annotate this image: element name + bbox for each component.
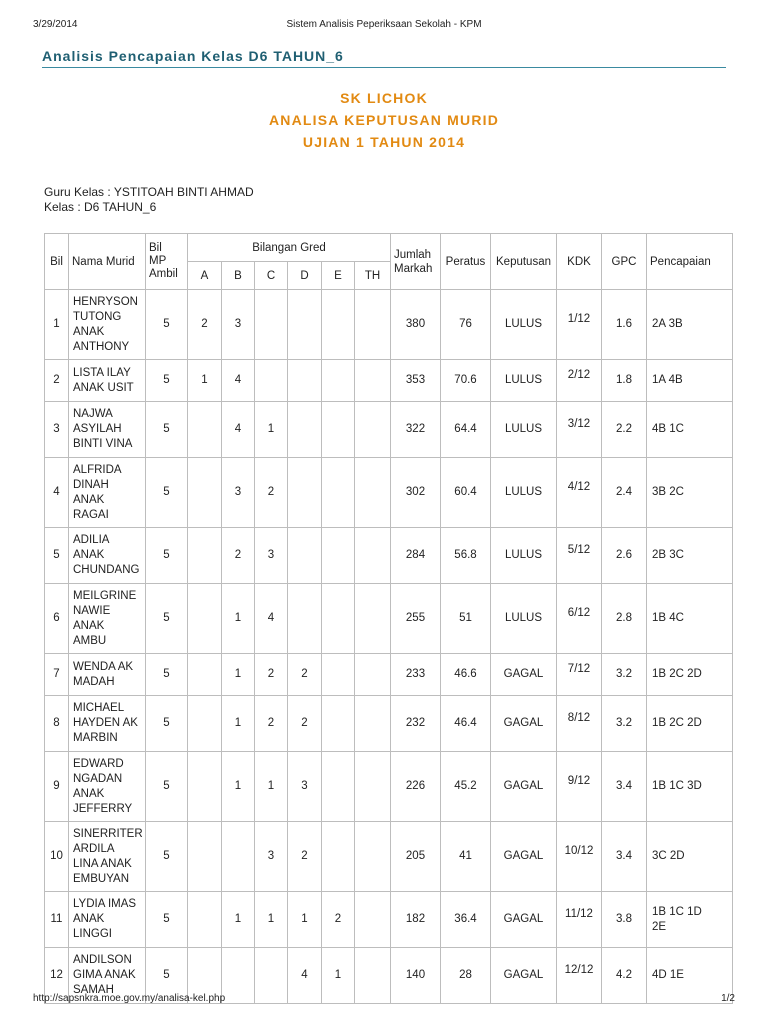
row-nama-murid: [69, 696, 146, 752]
pencapaian-line: 1A 4B: [652, 374, 683, 386]
row-grade-a: 1: [188, 360, 222, 402]
student-name-line: LISTA ILAY: [73, 366, 131, 379]
row-nama-murid: [69, 752, 146, 822]
table-row: [45, 402, 733, 458]
row-peratus: 28: [441, 948, 491, 1004]
header-grade-th: TH: [355, 262, 391, 290]
row-grade-d: [288, 584, 322, 654]
exam-title: UJIAN 1 TAHUN 2014: [302, 134, 466, 150]
row-keputusan: GAGAL: [491, 948, 557, 1004]
row-gpc: 2.2: [602, 402, 647, 458]
row-kdk: [557, 528, 602, 584]
class-teacher: Guru Kelas : YSTITOAH BINTI AHMAD: [44, 185, 254, 199]
row-grade-e: 2: [322, 892, 355, 948]
row-nama-murid: [69, 290, 146, 360]
row-grade-d: [288, 402, 322, 458]
row-grade-e: [322, 360, 355, 402]
header-bil-mp-ambil: [146, 234, 188, 290]
row-grade-d: 2: [288, 822, 322, 892]
header-bil: Bil: [45, 234, 69, 290]
student-name-line: SAMAH: [73, 984, 114, 996]
row-kdk: [557, 402, 602, 458]
row-keputusan: LULUS: [491, 458, 557, 528]
kdk-value: 7/12: [567, 663, 591, 675]
row-gpc: 3.2: [602, 696, 647, 752]
row-grade-e: [322, 528, 355, 584]
row-gpc: 3.4: [602, 822, 647, 892]
row-peratus: 51: [441, 584, 491, 654]
header-mp-line: MP: [149, 255, 167, 267]
row-kdk: [557, 360, 602, 402]
row-jumlah-markah: 302: [391, 458, 441, 528]
pencapaian-line: 3B 2C: [652, 486, 684, 498]
row-kdk: [557, 696, 602, 752]
student-name-line: RAGAI: [73, 508, 109, 521]
row-grade-b: 4: [222, 360, 255, 402]
row-grade-a: [188, 584, 222, 654]
row-bil: 11: [45, 892, 69, 948]
table-row: [45, 584, 733, 654]
header-peratus: Peratus: [441, 234, 491, 290]
student-name-line: NAWIE: [73, 604, 111, 617]
pencapaian-line: 2A 3B: [652, 318, 683, 330]
row-mp-ambil: 5: [146, 528, 188, 584]
header-pencapaian: Pencapaian: [647, 234, 733, 290]
class-name: Kelas : D6 TAHUN_6: [44, 200, 157, 214]
row-bil: 2: [45, 360, 69, 402]
header-grade-b: B: [222, 262, 255, 290]
row-jumlah-markah: 322: [391, 402, 441, 458]
row-grade-a: [188, 752, 222, 822]
student-name-line: ALFRIDA: [73, 463, 122, 476]
row-nama-murid: [69, 458, 146, 528]
row-grade-th: [355, 696, 391, 752]
row-grade-a: [188, 696, 222, 752]
row-kdk: [557, 752, 602, 822]
row-peratus: 41: [441, 822, 491, 892]
row-bil: 7: [45, 654, 69, 696]
row-grade-c: [255, 948, 288, 1004]
row-bil: 12: [45, 948, 69, 1004]
pencapaian-line: 4B 1C: [652, 423, 684, 435]
print-page-number: 1/2: [721, 993, 735, 1004]
student-name-line: ANAK: [73, 913, 105, 925]
row-grade-th: [355, 360, 391, 402]
row-grade-c: 4: [255, 584, 288, 654]
row-grade-b: 1: [222, 752, 255, 822]
table-row: [45, 752, 733, 822]
row-grade-th: [355, 458, 391, 528]
row-kdk: [557, 892, 602, 948]
student-name-line: AMBU: [73, 634, 107, 647]
table-row: [45, 892, 733, 948]
row-pencapaian: [647, 290, 733, 360]
kdk-value: 12/12: [564, 964, 594, 976]
row-grade-b: 3: [222, 290, 255, 360]
student-name-line: BINTI VINA: [73, 438, 133, 450]
table-row: [45, 290, 733, 360]
row-grade-d: 2: [288, 696, 322, 752]
kdk-value: 3/12: [567, 418, 591, 430]
row-mp-ambil: 5: [146, 948, 188, 1004]
header-gpc: GPC: [602, 234, 647, 290]
row-grade-d: 3: [288, 752, 322, 822]
row-gpc: 3.2: [602, 654, 647, 696]
row-grade-th: [355, 584, 391, 654]
row-pencapaian: [647, 402, 733, 458]
student-name-line: MADAH: [73, 675, 115, 688]
table-row: [45, 528, 733, 584]
row-grade-th: [355, 402, 391, 458]
row-mp-ambil: 5: [146, 402, 188, 458]
row-keputusan: LULUS: [491, 584, 557, 654]
row-peratus: 76: [441, 290, 491, 360]
row-nama-murid: [69, 528, 146, 584]
row-keputusan: GAGAL: [491, 892, 557, 948]
row-kdk: [557, 458, 602, 528]
row-pencapaian: [647, 654, 733, 696]
row-mp-ambil: 5: [146, 752, 188, 822]
header-mp-line: Ambil: [149, 268, 178, 280]
row-nama-murid: [69, 402, 146, 458]
table-row: [45, 696, 733, 752]
kdk-value: 2/12: [567, 369, 591, 381]
row-grade-d: 2: [288, 654, 322, 696]
pencapaian-line: 1B 4C: [652, 612, 684, 624]
row-bil: 9: [45, 752, 69, 822]
row-pencapaian: [647, 948, 733, 1004]
row-peratus: 45.2: [441, 752, 491, 822]
table-row: [45, 654, 733, 696]
row-jumlah-markah: 232: [391, 696, 441, 752]
row-grade-e: [322, 752, 355, 822]
student-name-line: ANAK: [73, 493, 105, 506]
row-gpc: 4.2: [602, 948, 647, 1004]
row-grade-th: [355, 654, 391, 696]
row-nama-murid: [69, 822, 146, 892]
results-table: [44, 233, 733, 1004]
row-peratus: 64.4: [441, 402, 491, 458]
row-grade-c: 3: [255, 528, 288, 584]
row-bil: 8: [45, 696, 69, 752]
kdk-value: 11/12: [565, 908, 593, 920]
print-header: [33, 19, 735, 33]
row-grade-th: [355, 290, 391, 360]
student-name-line: MARBIN: [73, 732, 118, 744]
row-gpc: 3.8: [602, 892, 647, 948]
student-name-line: HENRYSON: [73, 295, 138, 308]
table-row: [45, 822, 733, 892]
row-grade-a: [188, 892, 222, 948]
row-grade-e: [322, 458, 355, 528]
row-peratus: 60.4: [441, 458, 491, 528]
row-mp-ambil: 5: [146, 360, 188, 402]
student-name-line: ANAK: [73, 549, 105, 561]
row-kdk: [557, 948, 602, 1004]
student-name-line: NGADAN: [73, 772, 123, 785]
student-name-line: CHUNDANG: [73, 564, 140, 576]
row-keputusan: GAGAL: [491, 822, 557, 892]
row-grade-b: 2: [222, 528, 255, 584]
row-peratus: 56.8: [441, 528, 491, 584]
row-jumlah-markah: 353: [391, 360, 441, 402]
row-grade-c: 3: [255, 822, 288, 892]
kdk-value: 6/12: [567, 607, 591, 619]
row-pencapaian: [647, 584, 733, 654]
row-gpc: 2.4: [602, 458, 647, 528]
row-grade-a: 2: [188, 290, 222, 360]
row-grade-b: 3: [222, 458, 255, 528]
student-name-line: ANAK: [73, 619, 105, 632]
kdk-value: 8/12: [567, 712, 591, 724]
row-grade-a: [188, 458, 222, 528]
results-table-viewport: [40, 233, 740, 996]
row-jumlah-markah: 284: [391, 528, 441, 584]
row-mp-ambil: 5: [146, 696, 188, 752]
pencapaian-line: 1B 2C 2D: [652, 717, 702, 729]
row-bil: 4: [45, 458, 69, 528]
header-jumlah-line: Markah: [394, 262, 433, 275]
student-name-line: ARDILA: [73, 842, 115, 855]
student-name-line: HAYDEN AK: [73, 717, 138, 729]
row-grade-a: [188, 822, 222, 892]
pencapaian-line: 2E: [652, 920, 667, 933]
student-name-line: DINAH: [73, 478, 109, 491]
student-name-line: JEFFERRY: [73, 802, 133, 815]
student-name-line: MEILGRINE: [73, 589, 137, 602]
row-kdk: [557, 654, 602, 696]
row-grade-e: [322, 290, 355, 360]
student-name-line: LINA ANAK: [73, 857, 132, 870]
student-name-line: ANAK: [73, 787, 105, 800]
header-mp-line: Bil: [149, 242, 162, 254]
row-grade-b: 1: [222, 696, 255, 752]
row-keputusan: GAGAL: [491, 654, 557, 696]
row-grade-th: [355, 528, 391, 584]
table-row: [45, 458, 733, 528]
table-row: [45, 360, 733, 402]
student-name-line: ASYILAH: [73, 423, 122, 435]
row-pencapaian: [647, 360, 733, 402]
student-name-line: ANAK: [73, 325, 105, 338]
row-nama-murid: [69, 360, 146, 402]
row-gpc: 2.6: [602, 528, 647, 584]
row-grade-th: [355, 948, 391, 1004]
row-bil: 3: [45, 402, 69, 458]
row-kdk: [557, 584, 602, 654]
student-name-line: LINGGI: [73, 928, 112, 940]
student-name-line: TUTONG: [73, 310, 122, 323]
row-grade-b: [222, 822, 255, 892]
row-grade-d: [288, 458, 322, 528]
row-grade-a: [188, 402, 222, 458]
row-mp-ambil: 5: [146, 584, 188, 654]
page-title: Analisis Pencapaian Kelas D6 TAHUN_6: [42, 48, 726, 68]
student-name-line: ANDILSON: [73, 954, 132, 966]
print-date: 3/29/2014: [33, 19, 78, 30]
row-grade-c: 2: [255, 696, 288, 752]
row-peratus: 46.6: [441, 654, 491, 696]
row-grade-th: [355, 822, 391, 892]
row-grade-d: 1: [288, 892, 322, 948]
row-grade-b: 1: [222, 654, 255, 696]
row-kdk: [557, 822, 602, 892]
row-grade-b: [222, 948, 255, 1004]
row-pencapaian: [647, 752, 733, 822]
row-gpc: 1.8: [602, 360, 647, 402]
row-grade-d: 4: [288, 948, 322, 1004]
print-url: http://sapsnkra.moe.gov.my/analisa-kel.php: [33, 993, 226, 1004]
row-bil: 6: [45, 584, 69, 654]
row-grade-e: 1: [322, 948, 355, 1004]
row-grade-b: 1: [222, 584, 255, 654]
row-mp-ambil: 5: [146, 822, 188, 892]
row-mp-ambil: 5: [146, 892, 188, 948]
student-name-line: ADILIA: [73, 534, 110, 546]
row-nama-murid: [69, 584, 146, 654]
row-mp-ambil: 5: [146, 290, 188, 360]
student-name-line: SINERRITER: [73, 827, 143, 840]
row-keputusan: GAGAL: [491, 696, 557, 752]
row-grade-c: [255, 360, 288, 402]
print-page-title: Sistem Analisis Peperiksaan Sekolah - KPM: [286, 19, 482, 30]
pencapaian-line: 1B 2C 2D: [652, 668, 702, 680]
header-jumlah-markah: [391, 234, 441, 290]
row-grade-th: [355, 752, 391, 822]
kdk-value: 1/12: [567, 313, 591, 325]
row-jumlah-markah: 255: [391, 584, 441, 654]
row-grade-e: [322, 584, 355, 654]
kdk-value: 5/12: [567, 544, 591, 556]
student-name-line: EMBUYAN: [73, 872, 130, 885]
row-pencapaian: [647, 822, 733, 892]
row-jumlah-markah: 205: [391, 822, 441, 892]
header-grade-c: C: [255, 262, 288, 290]
results-table-body: [45, 290, 733, 1004]
header-nama-murid: Nama Murid: [69, 234, 146, 290]
student-name-line: NAJWA: [73, 408, 113, 420]
report-title: ANALISA KEPUTUSAN MURID: [268, 112, 500, 128]
row-kdk: [557, 290, 602, 360]
header-grade-a: A: [188, 262, 222, 290]
row-grade-c: 1: [255, 892, 288, 948]
row-pencapaian: [647, 528, 733, 584]
kdk-value: 9/12: [567, 775, 591, 787]
kdk-value: 10/12: [564, 845, 594, 857]
student-name-line: ANTHONY: [73, 340, 130, 353]
row-grade-b: 4: [222, 402, 255, 458]
row-grade-d: [288, 360, 322, 402]
pencapaian-line: 1B 1C 3D: [652, 780, 702, 792]
row-gpc: 3.4: [602, 752, 647, 822]
row-gpc: 1.6: [602, 290, 647, 360]
row-pencapaian: [647, 892, 733, 948]
header-kdk: KDK: [557, 234, 602, 290]
pencapaian-line: 4D 1E: [652, 969, 684, 981]
row-jumlah-markah: 233: [391, 654, 441, 696]
student-name-line: ANAK USIT: [73, 381, 134, 394]
pencapaian-line: 2B 3C: [652, 549, 684, 561]
class-info: [44, 185, 254, 215]
student-name-line: EDWARD: [73, 757, 124, 770]
kdk-value: 4/12: [567, 481, 591, 493]
row-grade-e: [322, 822, 355, 892]
row-grade-a: [188, 654, 222, 696]
row-peratus: 46.4: [441, 696, 491, 752]
row-peratus: 70.6: [441, 360, 491, 402]
row-bil: 10: [45, 822, 69, 892]
header-grade-d: D: [288, 262, 322, 290]
row-bil: 1: [45, 290, 69, 360]
row-grade-d: [288, 528, 322, 584]
row-jumlah-markah: 380: [391, 290, 441, 360]
row-mp-ambil: 5: [146, 654, 188, 696]
header-keputusan: Keputusan: [491, 234, 557, 290]
row-peratus: 36.4: [441, 892, 491, 948]
student-name-line: LYDIA IMAS: [73, 898, 137, 910]
pencapaian-line: 3C 2D: [652, 850, 685, 862]
row-bil: 5: [45, 528, 69, 584]
row-nama-murid: [69, 892, 146, 948]
row-grade-e: [322, 654, 355, 696]
row-grade-b: 1: [222, 892, 255, 948]
student-name-line: WENDA AK: [73, 660, 134, 673]
school-header: [0, 87, 768, 153]
row-grade-e: [322, 402, 355, 458]
row-grade-th: [355, 892, 391, 948]
row-grade-c: 1: [255, 402, 288, 458]
row-keputusan: LULUS: [491, 360, 557, 402]
row-jumlah-markah: 140: [391, 948, 441, 1004]
row-gpc: 2.8: [602, 584, 647, 654]
row-pencapaian: [647, 696, 733, 752]
pencapaian-line: 1B 1C 1D: [652, 905, 702, 918]
row-keputusan: GAGAL: [491, 752, 557, 822]
row-keputusan: LULUS: [491, 402, 557, 458]
row-keputusan: LULUS: [491, 528, 557, 584]
row-pencapaian: [647, 458, 733, 528]
row-jumlah-markah: 182: [391, 892, 441, 948]
row-mp-ambil: 5: [146, 458, 188, 528]
header-grade-e: E: [322, 262, 355, 290]
student-name-line: GIMA ANAK: [73, 969, 136, 981]
row-keputusan: LULUS: [491, 290, 557, 360]
row-grade-c: 2: [255, 458, 288, 528]
row-jumlah-markah: 226: [391, 752, 441, 822]
school-name: SK LICHOK: [340, 90, 428, 106]
row-grade-d: [288, 290, 322, 360]
row-nama-murid: [69, 654, 146, 696]
row-grade-c: 2: [255, 654, 288, 696]
header-jumlah-line: Jumlah: [394, 248, 432, 261]
row-grade-a: [188, 528, 222, 584]
row-grade-c: 1: [255, 752, 288, 822]
row-grade-c: [255, 290, 288, 360]
header-bilangan-gred: Bilangan Gred: [188, 234, 391, 262]
student-name-line: MICHAEL: [73, 702, 125, 714]
row-grade-e: [322, 696, 355, 752]
